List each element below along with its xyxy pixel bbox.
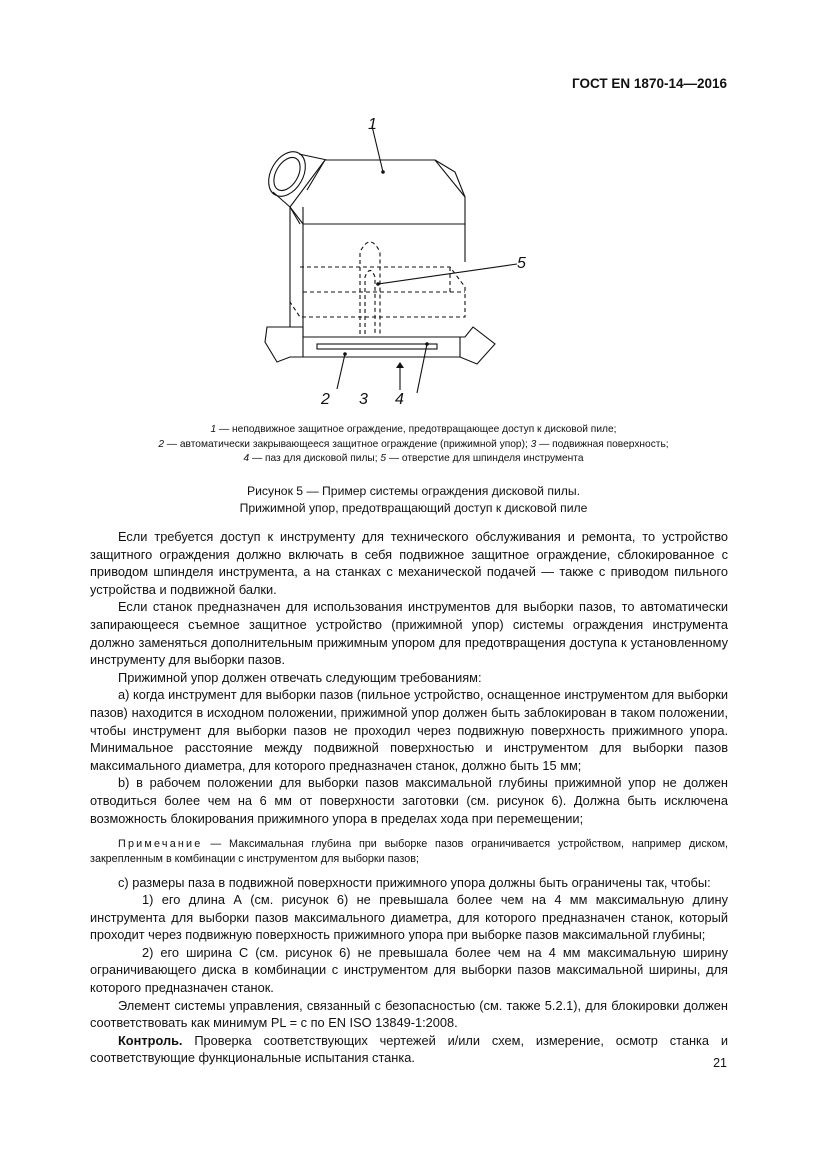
paragraph: b) в рабочем положении для выборки пазов максимальной глубины прижимной упор не должен отводиться более чем на 6 мм от поверхности заготовки (см. рисунок 6). Должна быть исключена возможность блокирования прижимного упора в пределах хода при перемещении; — [90, 775, 728, 826]
caption-line-2: Прижимной упор, предотвращающий доступ к дисковой пиле — [239, 500, 588, 515]
paragraph: с) размеры паза в подвижной поверхности прижимного упора должны быть ограничены так, чтобы: — [118, 874, 711, 890]
paragraph: Элемент системы управления, связанный с безопасностью (см. также 5.2.1), для блокировки должен соответствовать как минимум PL = с по EN ISO 13849-1:2008. — [90, 997, 728, 1031]
control-text: Проверка соответствующих чертежей и/или схем, измерение, осмотр станка и соответствующие функциональные испытания станка. — [90, 1032, 728, 1066]
paragraph: Если требуется доступ к инструменту для технического обслуживания и ремонта, то устройство защитного ограждения должно включать в себя подвижное защитное ограждение, сблокированное с приводом шпинделя инструмента, а на станках с механической подачей — также с приводом пильного устройства и подвижной балки. — [90, 529, 728, 597]
document-header: ГОСТ EN 1870-14—2016 — [572, 76, 727, 91]
note-label: Примечание — [118, 838, 203, 851]
label-2: 2 — [321, 391, 330, 408]
paragraph: а) когда инструмент для выборки пазов (пильное устройство, оснащенное инструментом для выборки пазов) находится в исходном положении, прижимной упор должен быть заблокирован в таком положении, чтобы инструмент для выборки пазов не проходил через подвижную поверхность прижимного упора. Минимальное расстояние между подвижной поверхностью и инструментом для выборки пазов максимального диаметра, для которого предназначен станок, должно быть 15 мм; — [90, 687, 728, 773]
saw-guard-figure — [255, 112, 555, 412]
note — [90, 837, 728, 867]
note-text: — Максимальная глубина при выборке пазов ограничивается устройством, например диском, закрепленным в комбинации с инструментом для выборки пазов; — [90, 838, 728, 866]
label-1: 1 — [368, 116, 377, 133]
paragraph: 1) его длина А (см. рисунок 6) не превышала более чем на 4 мм максимальную длину инструмента для выборки пазов максимального диаметра, для которого предназначен станок, который проходит через подвижную поверхность прижимного упора при выборке пазов максимальной глубины; — [90, 892, 728, 943]
paragraph: Прижимной упор должен отвечать следующим требованиям: — [118, 669, 482, 685]
body-text — [90, 528, 728, 1067]
figure-caption — [90, 483, 737, 516]
page-number: 21 — [713, 1056, 727, 1070]
paragraph: 2) его ширина С (см. рисунок 6) не превышала более чем на 4 мм максимальную ширину ограничивающего диска в комбинации с инструментом для выборки пазов максимальной ширины, для которого предназначен станок. — [90, 944, 728, 996]
figure-legend — [90, 423, 737, 467]
paragraph — [90, 1032, 728, 1067]
legend-line-2: 2 — автоматически закрывающееся защитное ограждение (прижимной упор); 3 — подвижная поверхность; — [158, 438, 669, 450]
legend-line-3: 4 — паз для дисковой пилы; 5 — отверстие для шпинделя инструмента — [243, 453, 584, 464]
control-label: Контроль. — [118, 1032, 183, 1048]
legend-line-1: 1 — неподвижное защитное ограждение, предотвращающее доступ к дисковой пиле; — [210, 424, 617, 435]
label-5: 5 — [517, 255, 526, 272]
label-3: 3 — [359, 391, 368, 408]
paragraph: Если станок предназначен для использования инструментов для выборки пазов, то автоматически запирающееся съемное защитное устройство (прижимной упор) системы ограждения инструмента должно заменяться дополнительным прижимным упором для предотвращения доступа к установленному инструменту для выборки пазов. — [90, 599, 728, 668]
caption-line-1: Рисунок 5 — Пример системы ограждения дисковой пилы. — [246, 484, 581, 498]
label-4: 4 — [395, 391, 404, 408]
